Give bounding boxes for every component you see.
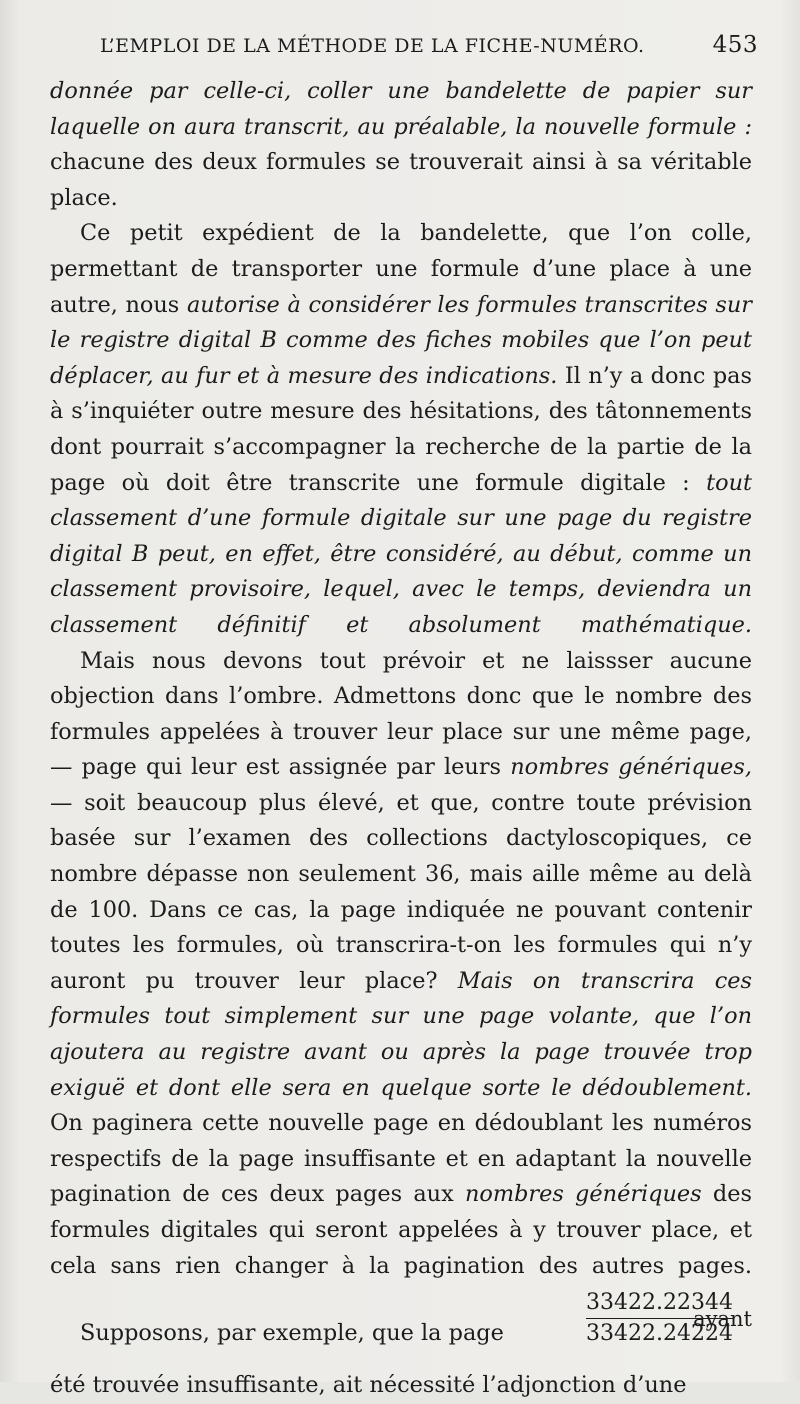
text-span: Ce petit expédient de la bandelette, que l’on colle, permettant de transporter une formule d’une place à une autre, nous [50,220,752,318]
fraction-denominator: 33422.24224 [586,1318,733,1349]
paragraph-1 [50,74,752,216]
page-number: 453 [712,32,758,58]
paragraph-4-continuation: été trouvée insuffisante, ait nécessité l’adjonction d’une [50,1372,687,1399]
paragraph-3 [50,644,752,1285]
italic-span: nombres génériques [464,1181,702,1208]
chapter-title: L’EMPLOI DE LA MÉTHODE DE LA FICHE-NUMÉRO. [100,35,645,57]
running-header [100,32,758,58]
text-span: — soit beaucoup plus élevé, et que, contre toute prévision basée sur l’examen des collections dactyloscopiques, ce nombre dépasse non seulement 36, mais aille même au delà de 100. Dans ce cas, la page indiquée ne pouvant contenir toutes les formules, où transcrira-t-on les formules qui n’y auront pu trouver leur place? [50,789,752,994]
text-span: des formules digitales qui seront appelées à y trouver place, et cela sans rien changer à la pagination des autres pages. [50,1181,752,1279]
text-span: Mais nous devons tout prévoir et ne laissser aucune objection dans l’ombre. Admettons donc que le nombre des formules appelées à trouver leur place sur une même page, — page qui leur est assignée par leurs [50,647,752,781]
body-text [50,74,752,1404]
text-span: Il n’y a donc pas à s’inquiéter outre mesure des hésitations, des tâtonnements dont pourrait s’accompagner la recherche de la partie de la page où doit être transcrite une formule digitale : [50,362,753,496]
fraction-numerator: 33422.22344 [586,1290,733,1316]
italic-span: tout classement d’une formule digitale sur une page du registre digital B peut, en effet, être considéré, au début, comme un classement provisoire, lequel, avec le temps, deviendra un classement définitif et absolument mathématique. [50,469,752,638]
text-span: ayant [693,1307,752,1332]
italic-span: Mais on transcrira ces formules tout simplement sur une page volante, que l’on ajoutera au registre avant ou après la page trouvée trop exiguë et dont elle sera en quelque sorte le dédoublement. [50,967,752,1101]
text-span: chacune des deux formules se trouverait ainsi à sa véritable place. [50,149,752,211]
paragraph-2 [50,216,752,643]
italic-span: donnée par celle-ci, coller une bandelette de papier sur laquelle on aura transcrit, au préalable, la nouvelle formule : [50,78,752,140]
italic-span: autorise à considérer les formules transcrites sur le registre digital B comme des fiches mobiles que l’on peut déplacer, au fur et à mesure des indications. [50,291,753,389]
text-span: On paginera cette nouvelle page en dédoublant les numéros respectifs de la page insuffisante et en adaptant la nouvelle pagination de ces deux pages aux [50,1110,752,1208]
paragraph-4-fraction-line [50,1288,752,1368]
italic-span: nombres génériques, [510,754,752,781]
text-span: Supposons, par exemple, que la page [80,1320,504,1347]
